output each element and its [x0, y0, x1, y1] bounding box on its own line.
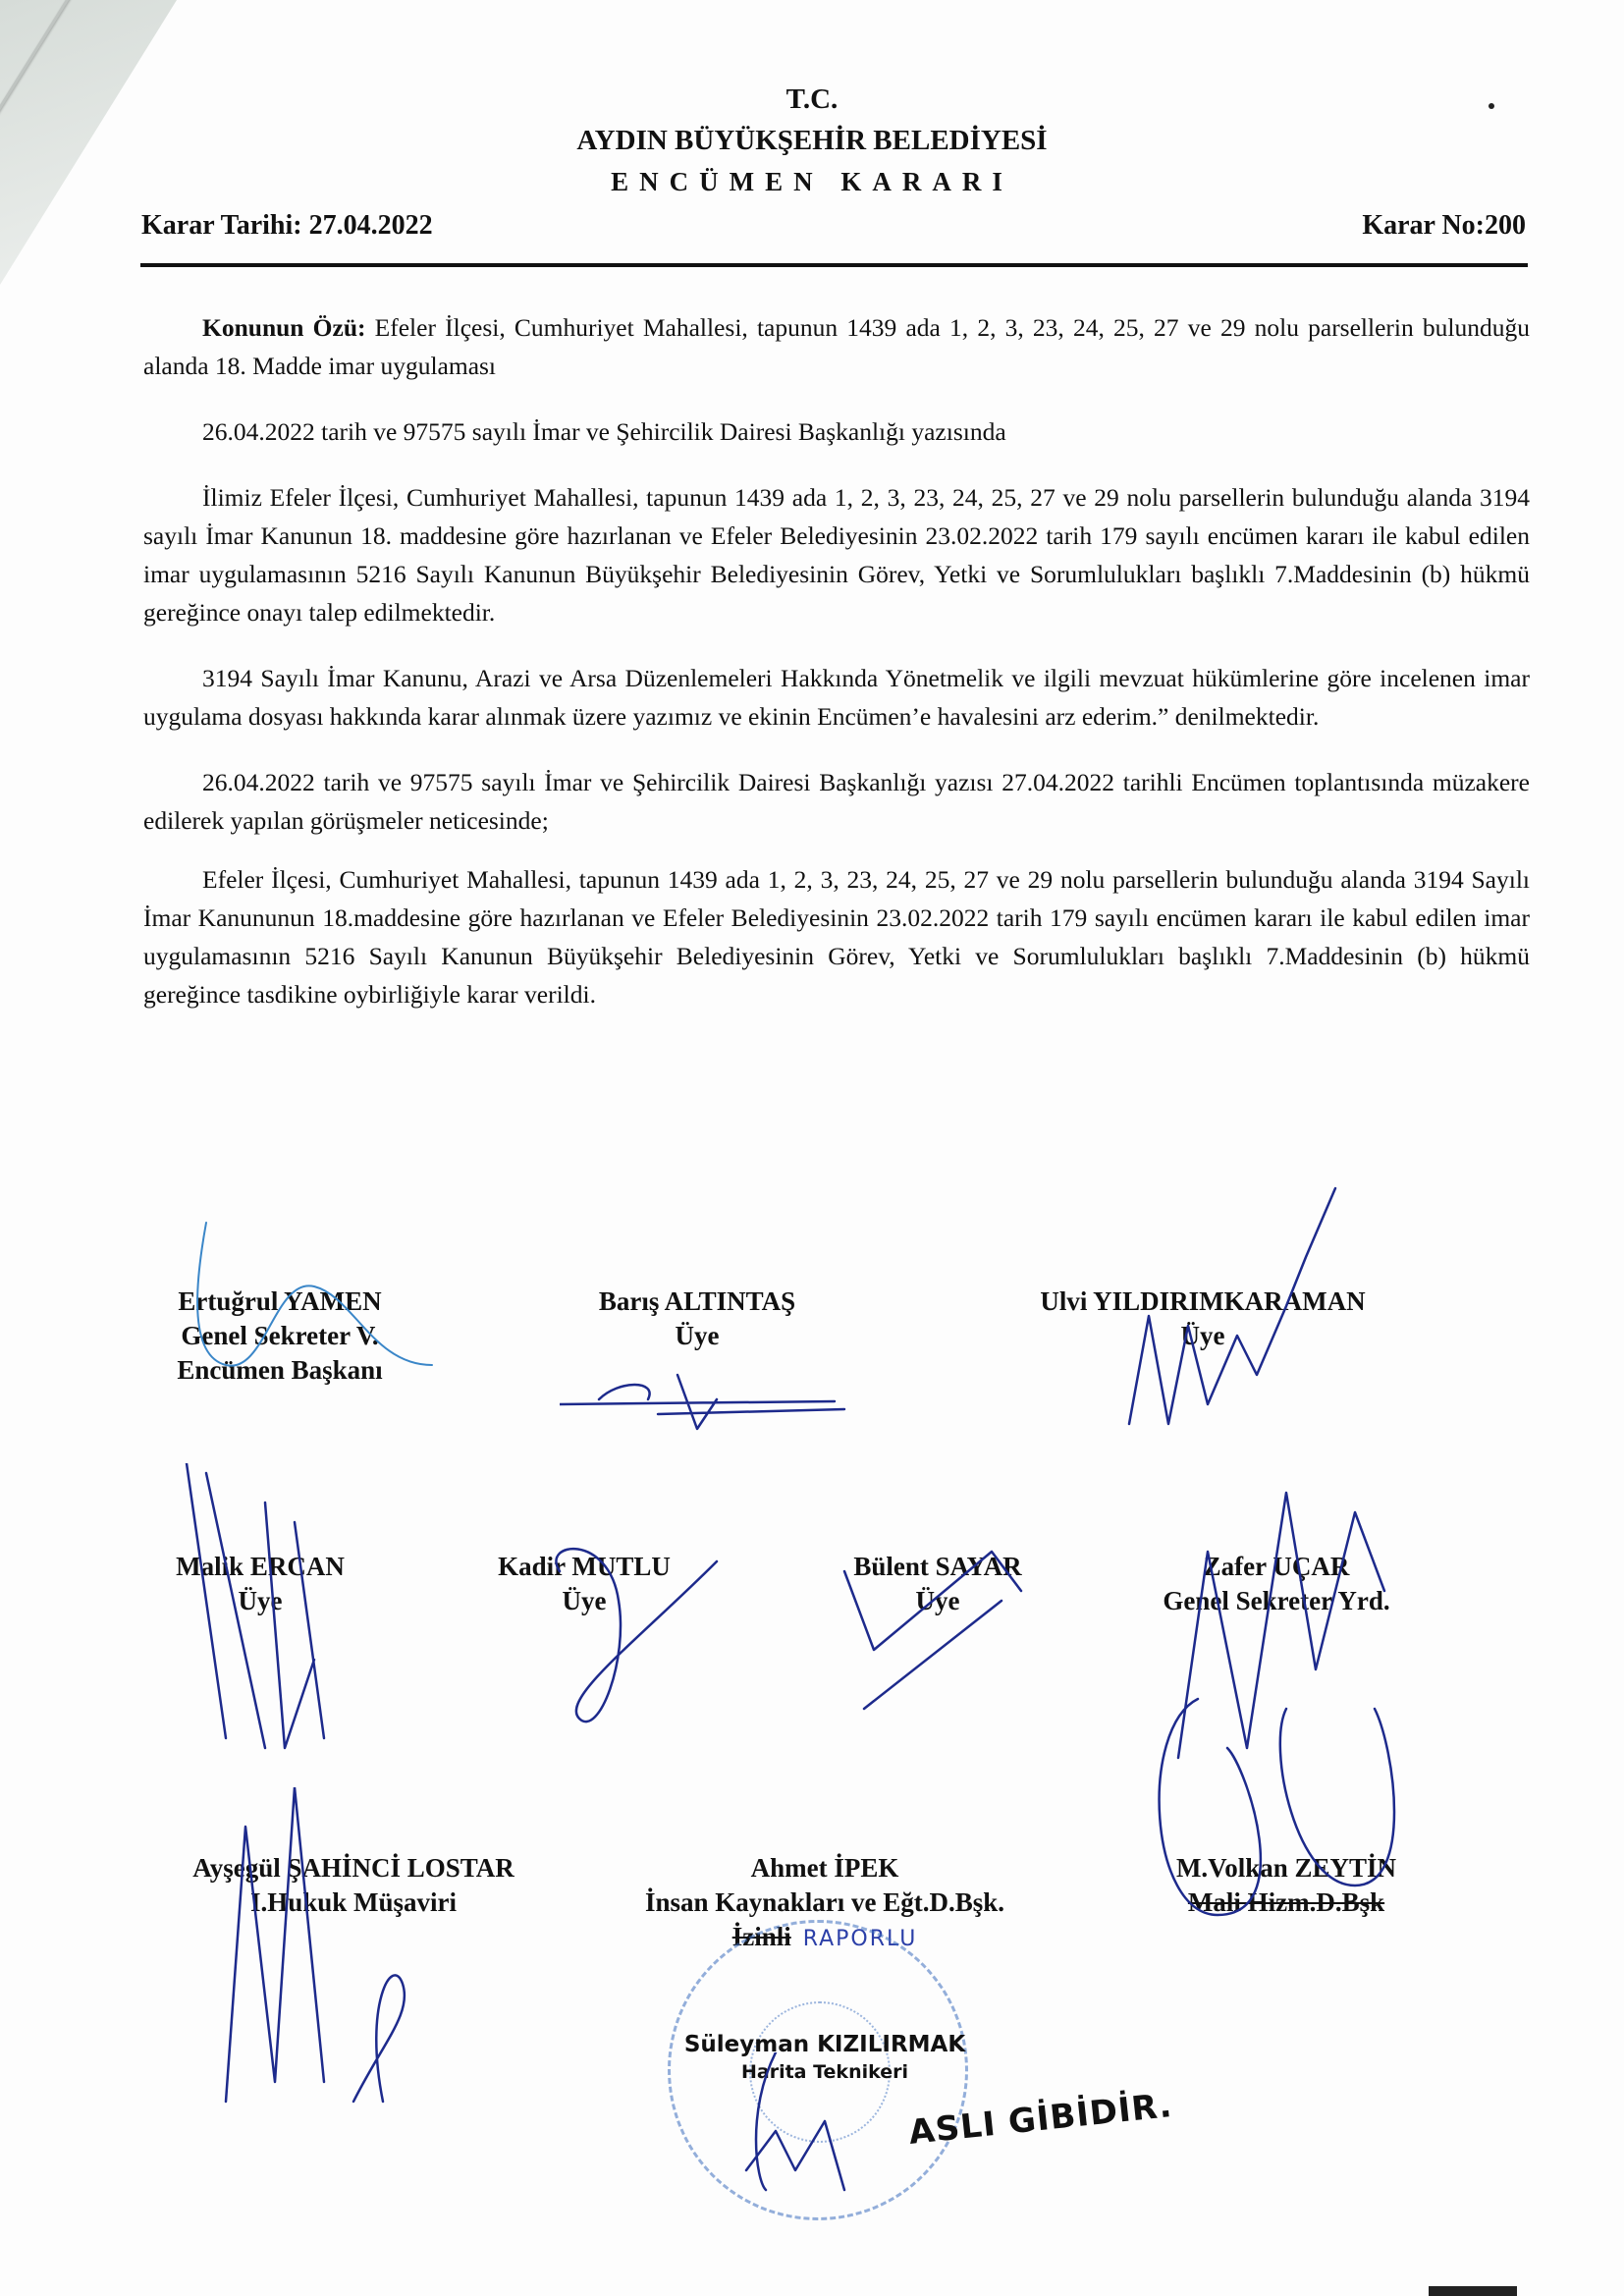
signature-scribble [1149, 1473, 1404, 1768]
status-struck: İzinli [731, 1922, 791, 1951]
decision-paragraph: Efeler İlçesi, Cumhuriyet Mahallesi, tapunun 1439 ada 1, 2, 3, 23, 24, 25, 27 ve 29 nolu parsellerin bulunduğu alanda 3194 Sayılı İmar Kanununun 18.maddesine göre hazırlanan ve Efeler Belediyesinin 23.02.2022 tarih 179 sayılı encümen kararı ile kabul edilen imar uygulamasının 5216 Sayılı Kanunun Büyükşehir Belediyesinin Görev, Yetki ve Sorumlulukları başlıklı 7.Maddesinin (b) hükmü gereğince tasdikine oybirliğiyle karar verildi. [143, 865, 1530, 1009]
decision-meta [141, 210, 1526, 242]
signatory-title: Üye [915, 1586, 960, 1615]
signature-scribble [560, 1370, 854, 1439]
stamp-role: Harita Teknikeri [740, 2061, 909, 2083]
subject-text: Efeler İlçesi, Cumhuriyet Mahallesi, tapunun 1439 ada 1, 2, 3, 23, 24, 25, 27 ve 29 nolu parsellerin bulunduğu alanda 18. Madde imar uygulaması [143, 313, 1530, 380]
page-bottom-mark [1429, 2286, 1517, 2296]
signatory-title: İnsan Kaynakları ve Eğt.D.Bşk. [644, 1887, 1005, 1917]
signatory-name: M.Volkan ZEYTİN [1175, 1853, 1397, 1883]
status-handwritten: RAPORLU [802, 1927, 918, 1951]
signatory-title: Üye [675, 1321, 720, 1350]
signatory-name: Bülent SAYAR [853, 1552, 1022, 1581]
header-divider [140, 263, 1528, 267]
header-document-type: ENCÜMEN KARARI [611, 167, 1013, 196]
signatory-title: Üye [1180, 1321, 1225, 1350]
signatory-name: Ahmet İPEK [750, 1853, 899, 1883]
signatory-6 [810, 1550, 1065, 1618]
header-institution: AYDIN BÜYÜKŞEHİR BELEDİYESİ [576, 125, 1048, 156]
signatory-name: Ayşegül ŞAHİNCİ LOSTAR [192, 1853, 514, 1883]
signatory-8 [137, 1851, 569, 1920]
signatory-title: Üye [562, 1586, 607, 1615]
decision-number: Karar No:200 [1362, 210, 1526, 241]
signatory-title-2: Encümen Başkanı [177, 1355, 383, 1385]
signatory-1 [137, 1285, 422, 1388]
signatory-5 [461, 1550, 707, 1618]
document-header [0, 79, 1624, 202]
document-body [143, 308, 1530, 1041]
body-paragraph-1: 26.04.2022 tarih ve 97575 sayılı İmar ve Şehircilik Dairesi Başkanlığı yazısında [202, 417, 1006, 446]
decision-date: Karar Tarihi: 27.04.2022 [141, 210, 433, 241]
subject-label: Konunun Özü: [202, 313, 366, 342]
signatory-title: I.Hukuk Müşaviri [249, 1887, 458, 1917]
body-paragraph-3: 3194 Sayılı İmar Kanunu, Arazi ve Arsa Düzenlemeleri Hakkında Yönetmelik ve ilgili mevzuat hükümlerine göre incelenen imar uygulama dosyası hakkında karar alınmak üzere yazımız ve ekinin Encümen’e havalesini arz ederim.” denilmektedir. [143, 664, 1530, 731]
signatory-name: Malik ERCAN [176, 1552, 345, 1581]
signatory-2 [550, 1285, 844, 1353]
signatory-4 [137, 1550, 383, 1618]
certified-copy-stamp: ASLI GİBİDİR. [906, 2086, 1175, 2153]
signatory-title: Genel Sekreter V. [181, 1321, 379, 1350]
signatory-name: Kadir MUTLU [498, 1552, 671, 1581]
body-paragraph-4: 26.04.2022 tarih ve 97575 sayılı İmar ve Şehircilik Dairesi Başkanlığı yazısı 27.04.2022 tarihli Encümen toplantısında müzakere edilerek yapılan görüşmeler neticesinde; [143, 768, 1530, 835]
signature-scribble [187, 1787, 442, 2111]
signatory-3 [992, 1285, 1414, 1353]
signatory-title: Genel Sekreter Yrd. [1163, 1586, 1390, 1615]
stamp-name: Süleyman KIZILIRMAK [683, 2032, 966, 2057]
body-paragraph-2: İlimiz Efeler İlçesi, Cumhuriyet Mahallesi, tapunun 1439 ada 1, 2, 3, 23, 24, 25, 27 ve 29 nolu parsellerin bulunduğu alanda 3194 sayılı İmar Kanunun 18. maddesine göre hazırlanan ve Efeler Belediyesinin 23.02.2022 tarih 179 sayılı encümen kararı ile kabul edilen imar uygulamasının 5216 Sayılı Kanunun Büyükşehir Belediyesinin Görev, Yetki ve Sorumlulukları başlıklı 7.Maddesinin (b) hükmü gereğince onayı talep edilmektedir. [143, 483, 1530, 627]
signatory-name: Ertuğrul YAMEN [178, 1286, 382, 1316]
signatory-name: Barış ALTINTAŞ [598, 1286, 796, 1316]
signatory-title-struck: Mali Hizm.D.Bşk [1187, 1887, 1385, 1917]
header-tc: T.C. [785, 83, 839, 115]
signatory-name: Zafer UÇAR [1203, 1552, 1350, 1581]
signatory-7 [1119, 1550, 1434, 1618]
signatory-10 [1139, 1851, 1434, 1920]
subject-paragraph [143, 308, 1530, 385]
signatory-title: Üye [238, 1586, 283, 1615]
signature-scribble [835, 1512, 1031, 1728]
signatory-name: Ulvi YILDIRIMKARAMAN [1040, 1286, 1366, 1316]
certification-stamp [668, 2031, 982, 2086]
